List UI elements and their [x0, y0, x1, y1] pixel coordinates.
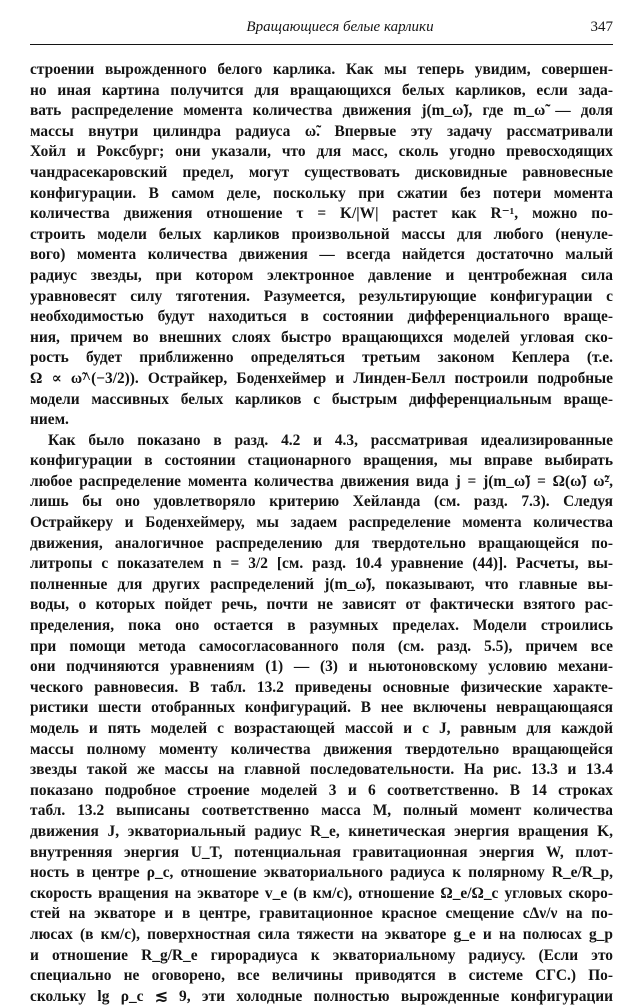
paragraph	[30, 60, 613, 431]
page-header	[30, 12, 613, 42]
running-title: Вращающиеся белые карлики	[246, 19, 434, 35]
text-line: литропы с показателем n = 3/2 [см. разд. 10.4 уравнение (44)]. Расчеты, вы-	[30, 555, 613, 573]
text-line: пределения, пока оно остается в разумных пределах. Модели строились	[30, 617, 613, 635]
text-line: массы полному моменту количества движения твердотельно вращающейся	[30, 740, 613, 758]
text-line: звезды такой же массы на главной последовательности. На рис. 13.3 и 13.4	[30, 761, 613, 779]
text-line: вать распределение момента количества движения j(m_ω̃), где m_ω̃ — доля	[30, 102, 613, 120]
text-line: люсах (в км/с), поверхностная сила тяжести на экваторе g_e и на полюсах g_p	[30, 925, 613, 943]
page-number: 347	[590, 19, 613, 35]
text-line: показано подробное строение моделей 3 и 6 соответственно. В 14 строках	[30, 781, 613, 799]
text-line: но иная картина получится для вращающихся белых карликов, если зада-	[30, 81, 613, 99]
text-line: воды, о которых пойдет речь, почти не зависят от фактически взятого рас-	[30, 596, 613, 614]
text-line: внутренняя энергия U_T, потенциальная гравитационная энергия W, плот-	[30, 843, 613, 861]
text-line: конфигурации. В самом деле, поскольку при сжатии без потери момента	[30, 184, 613, 202]
text-line: строении вырожденного белого карлика. Как мы теперь увидим, совершен-	[30, 61, 613, 78]
text-line: радиус звезды, при котором электронное давление и центробежная сила	[30, 266, 613, 284]
text-line: движения J, экваториальный радиус R_e, кинетическая энергия вращения K,	[30, 822, 613, 840]
text-line: количества движения отношение τ = K/|W| растет как R⁻¹, можно по-	[30, 205, 613, 223]
text-line: массы внутри цилиндра радиуса ω̃. Впервые эту задачу рассматривали	[30, 122, 613, 140]
text-line: уравновесят силу тяготения. Разумеется, результирующие конфигурации с	[30, 287, 613, 305]
text-line: стей на экваторе и в центре, гравитационное красное смещение cΔν/ν на по-	[30, 905, 613, 923]
text-line: ния, причем во внешних слоях быстро вращающихся моделей угловая ско-	[30, 328, 613, 346]
text-line: строить модели белых карликов произвольной массы для любого (ненуле-	[30, 225, 613, 243]
text-line: Хойл и Роксбург; они указали, что для масс, сколь угодно превосходящих	[30, 143, 613, 161]
text-line: чандрасекаровский предел, могут существовать дисковидные равновесные	[30, 163, 613, 181]
text-line: скольку lg ρ_c ≲ 9, эти холодные полностью вырожденные конфигурации	[30, 987, 613, 1005]
text-line: они подчиняются уравнениям (1) — (3) и ньютоновскому условию механи-	[30, 658, 613, 676]
text-line: модели массивных белых карликов с быстрым дифференциальным враще-	[30, 390, 613, 408]
text-line: скорость вращения на экваторе v_e (в км/с), отношение Ω_e/Ω_c угловых скоро-	[30, 884, 613, 902]
text-line: нием.	[30, 411, 69, 429]
text-line: полненные для других распределений j(m_ω̃), показывают, что главные вы-	[30, 575, 613, 593]
text-line: Острайкеру и Боденхеймеру, мы задаем распределение момента количества	[30, 514, 613, 532]
text-line: специально не оговорено, все величины приводятся в системе СГС.) По-	[30, 967, 613, 985]
text-line: любое распределение момента количества движения вида j = j(m_ω̃) = Ω(ω̃) ω̃²,	[30, 472, 613, 490]
text-line: движения, аналогичное распределению для твердотельно вращающейся по-	[30, 534, 613, 552]
text-line: рость будет приближенно определяться третьим законом Кеплера (т.е.	[30, 349, 613, 367]
text-line: при помощи метода самосогласованного поля (см. разд. 5.5), причем все	[30, 637, 613, 655]
text-line: Как было показано в разд. 4.2 и 4.3, рассматривая идеализированные	[48, 431, 613, 449]
text-line: Ω ∝ ω̃^(−3/2)). Острайкер, Боденхеймер и Линден-Белл построили подробные	[30, 369, 613, 387]
body-text	[30, 60, 613, 1007]
text-line: лишь бы оно удовлетворяло критерию Хейланда (см. разд. 7.3). Следуя	[30, 493, 613, 511]
paragraph	[30, 431, 613, 1007]
text-line: ристики шести отобранных конфигураций. В нее включены невращающаяся	[30, 699, 613, 717]
header-rule	[30, 44, 613, 45]
text-line: модель и пять моделей с возрастающей массой и с J, равным для каждой	[30, 720, 613, 737]
text-line: и отношение R_g/R_e гирорадиуса к экваториальному радиусу. (Если это	[30, 946, 613, 964]
text-line: ность в центре ρ_c, отношение экваториального радиуса к полярному R_e/R_p,	[30, 864, 613, 882]
text-line: вого) момента количества движения — всегда найдется достаточно малый	[30, 246, 613, 264]
text-line: ческого равновесия. В табл. 13.2 приведены основные физические характе-	[30, 678, 613, 696]
text-line: конфигурации в состоянии стационарного вращения, мы вправе выбирать	[30, 452, 613, 470]
text-line: табл. 13.2 выписаны соответственно масса M, полный момент количества	[30, 802, 613, 820]
text-line: необходимостью будут находиться в состоянии дифференциального враще-	[30, 308, 613, 326]
